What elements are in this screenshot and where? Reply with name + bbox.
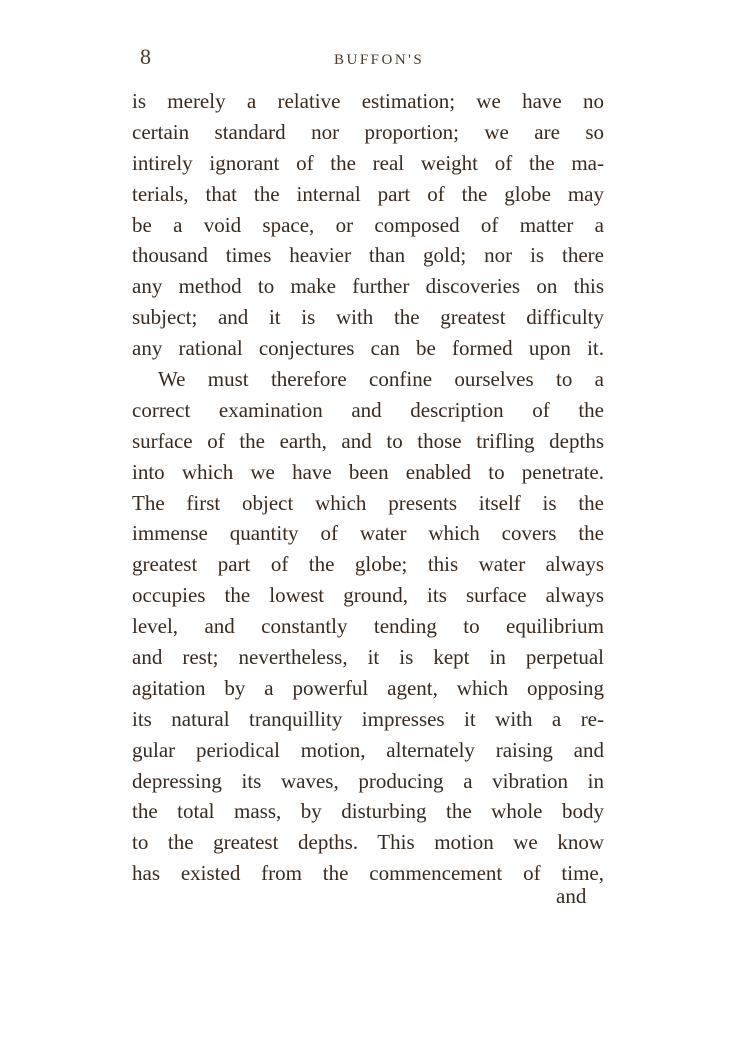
text-line: and rest; nevertheless, it is kept in perpetual <box>132 645 604 670</box>
paragraph-start-line: We must therefore confine ourselves to a <box>158 367 604 392</box>
text-line: greatest part of the globe; this water always <box>132 552 604 577</box>
body-text <box>132 86 604 889</box>
text-line: thousand times heavier than gold; nor is there <box>132 243 604 268</box>
text-line: is merely a relative estimation; we have no <box>132 89 604 113</box>
text-line: subject; and it is with the greatest difficulty <box>132 305 604 330</box>
text-line: to the greatest depths. This motion we know <box>132 830 604 855</box>
text-line: has existed from the commencement of time, <box>132 861 604 886</box>
text-line: immense quantity of water which covers the <box>132 521 604 546</box>
text-line: correct examination and description of the <box>132 397 604 422</box>
text-line: terials, that the internal part of the globe may <box>132 181 604 206</box>
text-line: depressing its waves, producing a vibration in <box>132 768 604 793</box>
paragraph-end-line: any rational conjectures can be formed upon it. <box>132 336 604 361</box>
text-line: gular periodical motion, alternately raising and <box>132 737 604 762</box>
text-line: agitation by a powerful agent, which opposing <box>132 675 604 700</box>
text-line: surface of the earth, and to those trifling depths <box>132 428 604 453</box>
page-header <box>0 44 750 74</box>
catchword: and <box>556 884 587 908</box>
text-line: the total mass, by disturbing the whole body <box>132 799 604 824</box>
running-head: BUFFON'S <box>334 52 425 68</box>
text-line: level, and constantly tending to equilibrium <box>132 614 604 639</box>
text-line: certain standard nor proportion; we are so <box>132 119 604 144</box>
text-line: into which we have been enabled to penetrate. <box>132 459 604 484</box>
text-line: occupies the lowest ground, its surface always <box>132 583 604 608</box>
text-line: The first object which presents itself is the <box>132 490 604 515</box>
page-number: 8 <box>140 44 151 69</box>
text-line: its natural tranquillity impresses it with a re- <box>132 706 604 731</box>
text-line: be a void space, or composed of matter a <box>132 212 604 237</box>
text-line: intirely ignorant of the real weight of the ma- <box>132 150 604 175</box>
text-line: any method to make further discoveries on this <box>132 274 604 299</box>
